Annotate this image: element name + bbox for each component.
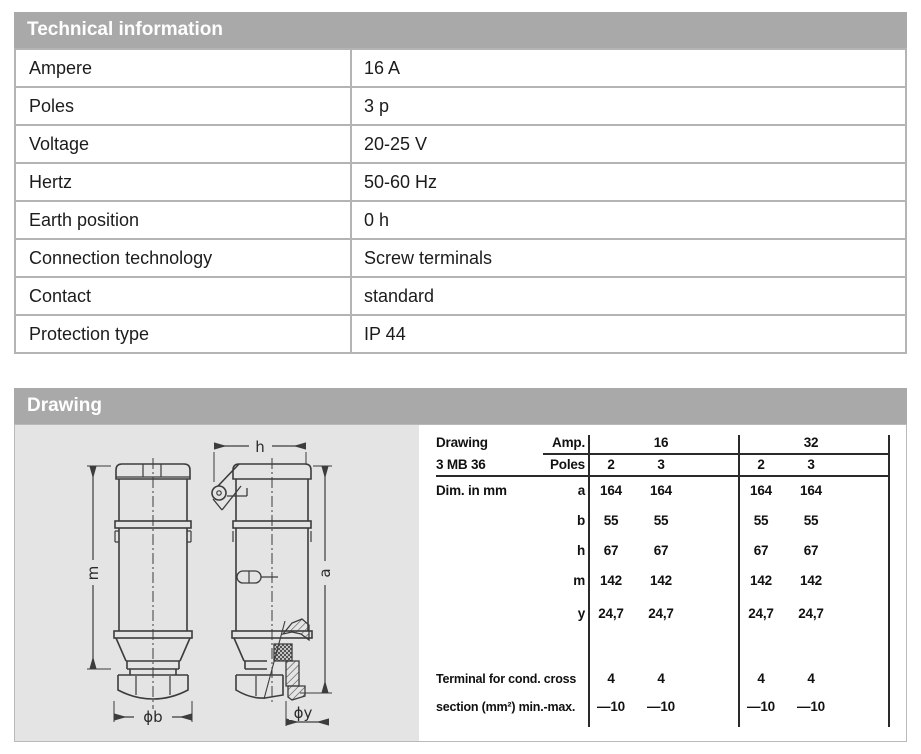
table-row — [16, 126, 905, 164]
terminal-value: 4 — [757, 671, 765, 686]
dim-value: 55 — [653, 513, 669, 528]
dim-header-row-poles — [419, 455, 839, 475]
table-row — [16, 164, 905, 202]
dim-key: h — [576, 543, 585, 558]
drawing-reference: 3 MB 36 — [436, 457, 486, 472]
row-value: 20-25 V — [364, 134, 428, 154]
dim-row-y — [419, 604, 839, 624]
row-label: Voltage — [16, 126, 352, 162]
dim-value: 164 — [600, 483, 622, 498]
left-view — [114, 458, 192, 709]
dim-row-m — [419, 571, 839, 591]
section-row — [419, 697, 839, 717]
poles-16-3: 3 — [657, 457, 665, 472]
section-title: Technical information — [27, 19, 224, 40]
section-value: —10 — [597, 699, 625, 714]
row-label: Protection type — [16, 316, 352, 352]
terminal-value: 4 — [657, 671, 665, 686]
poles-32-2: 2 — [757, 457, 765, 472]
terminal-value: 4 — [807, 671, 815, 686]
table-rule — [888, 435, 890, 727]
section-value: —10 — [797, 699, 825, 714]
table-row — [16, 50, 905, 88]
table-row — [16, 88, 905, 126]
table-row — [16, 316, 905, 352]
drawing-section — [14, 388, 907, 742]
dim-value: 67 — [753, 543, 769, 558]
table-row — [16, 240, 905, 278]
dim-key: y — [577, 606, 585, 621]
dim-header-row-amp — [419, 433, 839, 453]
dim-value: 142 — [600, 573, 622, 588]
page — [14, 12, 907, 742]
dim-value: 24,7 — [648, 606, 674, 621]
dim-table-title: Drawing — [436, 435, 488, 450]
right-view — [212, 458, 312, 705]
dim-value: 142 — [750, 573, 772, 588]
dim-row-a — [419, 481, 839, 501]
terminal-label: Terminal for cond. cross — [436, 672, 577, 686]
section-value: —10 — [647, 699, 675, 714]
dim-value: 67 — [653, 543, 669, 558]
row-value: Screw terminals — [364, 248, 493, 268]
dim-value: 24,7 — [598, 606, 624, 621]
section-label: section (mm²) min.-max. — [436, 700, 576, 714]
row-label: Ampere — [16, 50, 352, 86]
dim-caption: Dim. in mm — [436, 483, 507, 498]
row-label: Connection technology — [16, 240, 352, 276]
poles-16-2: 2 — [607, 457, 615, 472]
drawing-panel — [14, 424, 907, 742]
terminal-row — [419, 669, 839, 689]
row-value: 50-60 Hz — [364, 172, 438, 192]
amp-group-32: 32 — [803, 435, 819, 450]
row-value: 3 p — [364, 96, 390, 116]
technical-information-section — [14, 12, 907, 354]
dim-label-phi-b: ϕb — [143, 708, 163, 726]
section-value: —10 — [747, 699, 775, 714]
drawing-header — [14, 388, 907, 424]
amp-label: Amp. — [552, 435, 585, 450]
row-value: 0 h — [364, 210, 390, 230]
latch-pivot — [212, 486, 226, 500]
dim-label-phi-y: ϕy — [293, 704, 313, 722]
dim-value: 67 — [603, 543, 619, 558]
dim-value: 24,7 — [798, 606, 824, 621]
dim-value: 67 — [803, 543, 819, 558]
dim-label-m: m — [84, 565, 102, 581]
row-label: Hertz — [16, 164, 352, 200]
row-value: IP 44 — [364, 324, 406, 344]
dim-row-h — [419, 541, 839, 561]
dim-row-b — [419, 511, 839, 531]
row-value: standard — [364, 286, 435, 306]
technical-information-header — [14, 12, 907, 48]
dim-value: 164 — [650, 483, 672, 498]
section-title: Drawing — [27, 395, 102, 416]
table-row — [16, 202, 905, 240]
dim-value: 142 — [800, 573, 822, 588]
table-rule — [436, 475, 889, 477]
dim-value: 55 — [753, 513, 769, 528]
row-label: Earth position — [16, 202, 352, 238]
dim-label-a: a — [316, 568, 334, 578]
dim-value: 24,7 — [748, 606, 774, 621]
technical-information-table — [14, 48, 907, 354]
dim-value: 164 — [750, 483, 772, 498]
poles-label: Poles — [549, 457, 585, 472]
dim-key: m — [573, 573, 585, 588]
row-label: Contact — [16, 278, 352, 314]
terminal-value: 4 — [607, 671, 615, 686]
dimension-table — [419, 425, 906, 741]
dim-key: a — [577, 483, 585, 498]
dim-value: 55 — [603, 513, 619, 528]
dim-label-h: h — [255, 438, 265, 456]
dim-value: 55 — [803, 513, 819, 528]
dim-value: 164 — [800, 483, 822, 498]
table-row — [16, 278, 905, 316]
poles-32-3: 3 — [807, 457, 815, 472]
connector-technical-drawing — [15, 425, 419, 740]
amp-group-16: 16 — [653, 435, 669, 450]
dim-key: b — [576, 513, 585, 528]
dim-value: 142 — [650, 573, 672, 588]
row-label: Poles — [16, 88, 352, 124]
row-value: 16 A — [364, 58, 401, 78]
